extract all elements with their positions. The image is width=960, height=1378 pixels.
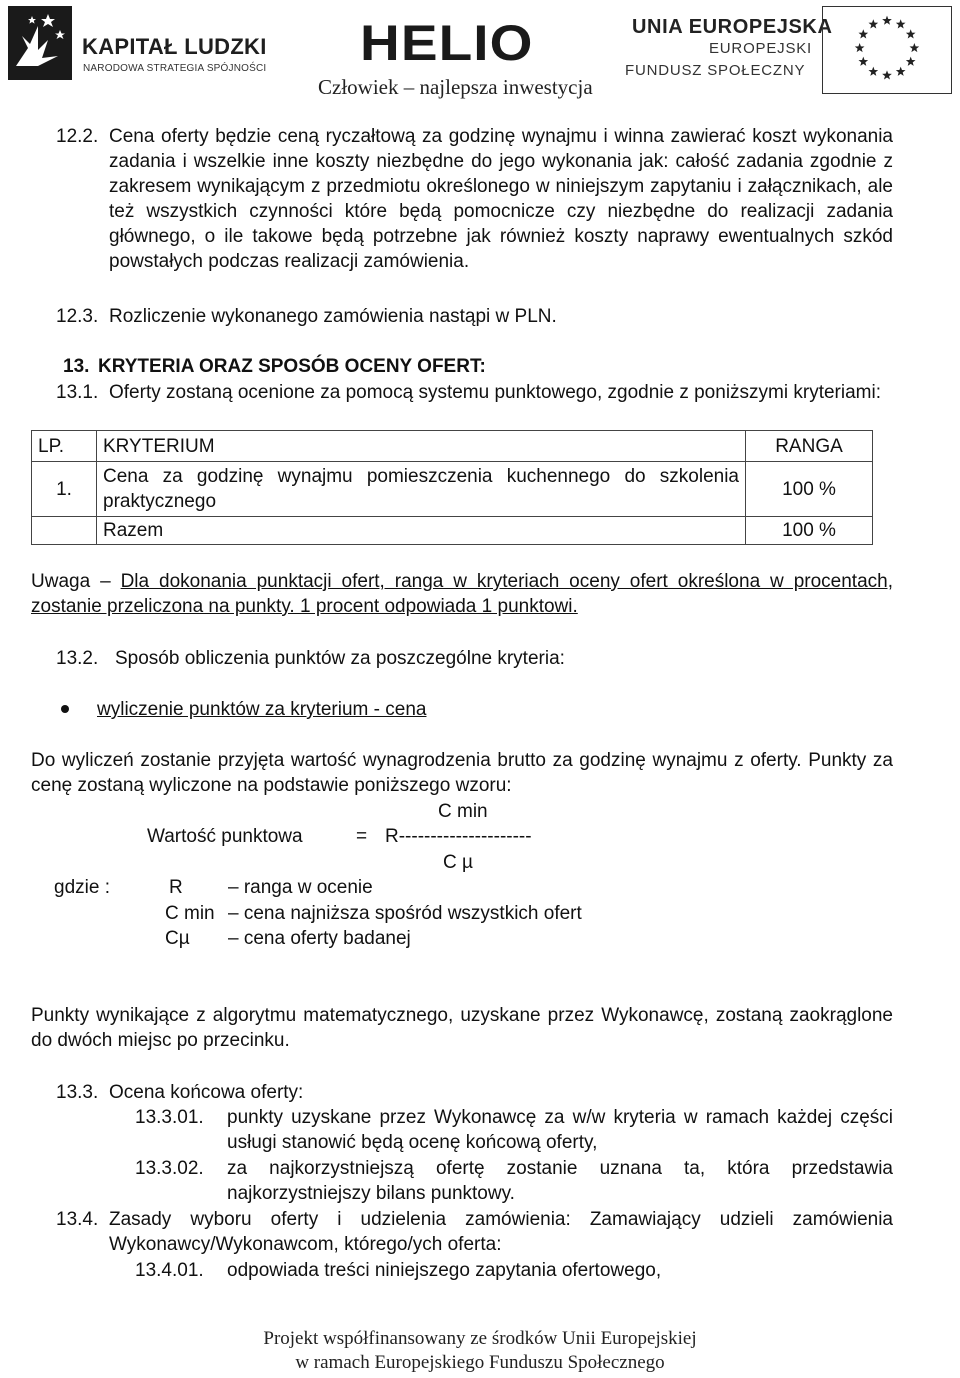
eu-star-icon bbox=[858, 29, 868, 38]
item-13-4-01-number: 13.4.01. bbox=[135, 1260, 204, 1281]
section-13-3-number: 13.3. bbox=[56, 1082, 99, 1103]
table-total-label: Razem bbox=[97, 517, 746, 545]
section-12-3-text: Rozliczenie wykonanego zamówienia nastąpi w PLN. bbox=[109, 306, 557, 327]
note bbox=[31, 569, 893, 619]
table-total-value: 100 % bbox=[746, 517, 873, 545]
legend-symbol: R bbox=[169, 877, 183, 898]
section-13-2-text: Sposób obliczenia punktów za poszczególne kryteria: bbox=[115, 648, 565, 669]
section-12-2-number: 12.2. bbox=[56, 126, 99, 147]
table-total-row bbox=[32, 517, 873, 545]
formula-denominator: C µ bbox=[443, 852, 473, 873]
eu-flag-icon bbox=[822, 6, 952, 94]
eu-subtitle-1: EUROPEJSKI bbox=[709, 40, 813, 57]
table-cell-lp: 1. bbox=[32, 462, 97, 517]
table-cell-criterion: Cena za godzinę wynajmu pomieszczenia kuchennego do szkolenia praktycznego bbox=[97, 462, 746, 517]
bullet-text: wyliczenie punktów za kryterium - cena bbox=[97, 699, 427, 720]
eu-star-icon bbox=[906, 57, 916, 66]
eu-star-icon bbox=[868, 19, 878, 28]
eu-title: UNIA EUROPEJSKA bbox=[632, 16, 833, 38]
eu-star-icon bbox=[896, 67, 906, 76]
table-header-row bbox=[32, 431, 873, 462]
kapital-ludzki-title: KAPITAŁ LUDZKI bbox=[82, 34, 267, 59]
note-label: Uwaga bbox=[31, 571, 91, 592]
note-text: Dla dokonania punktacji ofert, ranga w kryteriach oceny ofert określona w procentach, zostanie przeliczona na punkty. 1 procent odpowiada 1 punktowi. bbox=[31, 571, 893, 617]
section-13-4-text: Zasady wyboru oferty i udzielenia zamówienia: Zamawiający udzieli zamówienia Wykonawcy/Wykonawcom, którego/ych oferta: bbox=[109, 1209, 893, 1255]
item-13-4-01-text: odpowiada treści niniejszego zapytania ofertowego, bbox=[227, 1260, 662, 1281]
legend-symbol: Cµ bbox=[165, 928, 190, 949]
section-13-1-number: 13.1. bbox=[56, 382, 99, 403]
eu-star-icon bbox=[868, 67, 878, 76]
kapital-ludzki-subtitle: NARODOWA STRATEGIA SPÓJNOŚCI bbox=[83, 63, 267, 74]
legend-description: – cena najniższa spośród wszystkich ofert bbox=[228, 903, 582, 924]
formula-eq: = bbox=[356, 826, 368, 847]
item-13-3-01-text: punkty uzyskane przez Wykonawcę za w/w kryteria w ramach każdej części usługi stanowić będą ocenę końcową oferty, bbox=[227, 1107, 893, 1153]
section-12-3-number: 12.3. bbox=[56, 306, 99, 327]
legend-prefix: gdzie : bbox=[54, 877, 110, 898]
bullet-icon bbox=[61, 705, 69, 713]
table-cell-rank: 100 % bbox=[746, 462, 873, 517]
legend-description: – cena oferty badanej bbox=[228, 928, 411, 949]
eu-star-icon bbox=[855, 43, 865, 52]
eu-subtitle-2: FUNDUSZ SPOŁECZNY bbox=[625, 62, 806, 79]
item-13-3-02-text: za najkorzystniejszą ofertę zostanie uznana ta, która przedstawia najkorzystniejszy bilans punktowy. bbox=[227, 1158, 893, 1204]
table-header-criterion: KRYTERIUM bbox=[97, 431, 746, 462]
section-13-2-number: 13.2. bbox=[56, 648, 99, 669]
rounding-text: Punkty wynikające z algorytmu matematycznego, uzyskane przez Wykonawcę, zostaną zaokrąglone do dwóch miejsc po przecinku. bbox=[31, 1005, 893, 1051]
item-13-3-02-number: 13.3.02. bbox=[135, 1158, 204, 1179]
table-header-rank: RANGA bbox=[746, 431, 873, 462]
eu-star-icon bbox=[858, 57, 868, 66]
table-row bbox=[32, 462, 873, 517]
table-total-empty bbox=[32, 517, 97, 545]
motto: Człowiek – najlepsza inwestycja bbox=[318, 75, 593, 99]
formula-lhs: Wartość punktowa bbox=[147, 826, 303, 847]
section-13-title: KRYTERIA ORAZ SPOSÓB OCENY OFERT: bbox=[98, 356, 486, 377]
eu-star-icon bbox=[910, 43, 920, 52]
section-13-number: 13. bbox=[63, 356, 90, 377]
helio-logo: HELIO bbox=[360, 15, 534, 71]
table-header-lp: LP. bbox=[32, 431, 97, 462]
eu-star-icon bbox=[882, 70, 892, 79]
section-12-2-text: Cena oferty będzie ceną ryczałtową za godzinę wynajmu i winna zawierać koszt wykonania zadania i wszelkie inne koszty niezbędne do jego wykonania jak: całość zadania zgodnie z zakresem wynikającym z przedmiotu określonego w niniejszym zapytaniu i załącznikach, ale też wszystkich czynności które będą pomocnicze czy niezbędne do realizacji zadania głównego, o ile takowe będą potrzebne jak również koszty naprawy ewentualnych szkód powstałych podczas realizacji zamówienia. bbox=[109, 126, 893, 272]
legend-description: – ranga w ocenie bbox=[228, 877, 373, 898]
section-13-1-text: Oferty zostaną ocenione za pomocą systemu punktowego, zgodnie z poniższymi kryteriami: bbox=[109, 382, 881, 403]
eu-star-icon bbox=[896, 19, 906, 28]
footer-line-1: Projekt współfinansowany ze środków Unii Europejskiej bbox=[263, 1328, 697, 1349]
footer-line-2: w ramach Europejskiego Funduszu Społecznego bbox=[295, 1352, 665, 1373]
calculation-intro: Do wyliczeń zostanie przyjęta wartość wynagrodzenia brutto za godzinę wynajmu z oferty. Punkty za cenę zostaną wyliczone na podstawie poniższego wzoru: bbox=[31, 750, 893, 796]
eu-star-icon bbox=[906, 29, 916, 38]
item-13-3-01-number: 13.3.01. bbox=[135, 1107, 204, 1128]
formula-numerator: C min bbox=[438, 801, 488, 822]
legend-symbol: C min bbox=[165, 903, 215, 924]
formula-rhs: R--------------------- bbox=[385, 826, 532, 847]
note-dash: – bbox=[100, 571, 111, 592]
section-13-4-number: 13.4. bbox=[56, 1209, 99, 1230]
section-13-3-text: Ocena końcowa oferty: bbox=[109, 1082, 304, 1103]
eu-star-icon bbox=[882, 16, 892, 25]
criteria-table bbox=[31, 430, 873, 545]
